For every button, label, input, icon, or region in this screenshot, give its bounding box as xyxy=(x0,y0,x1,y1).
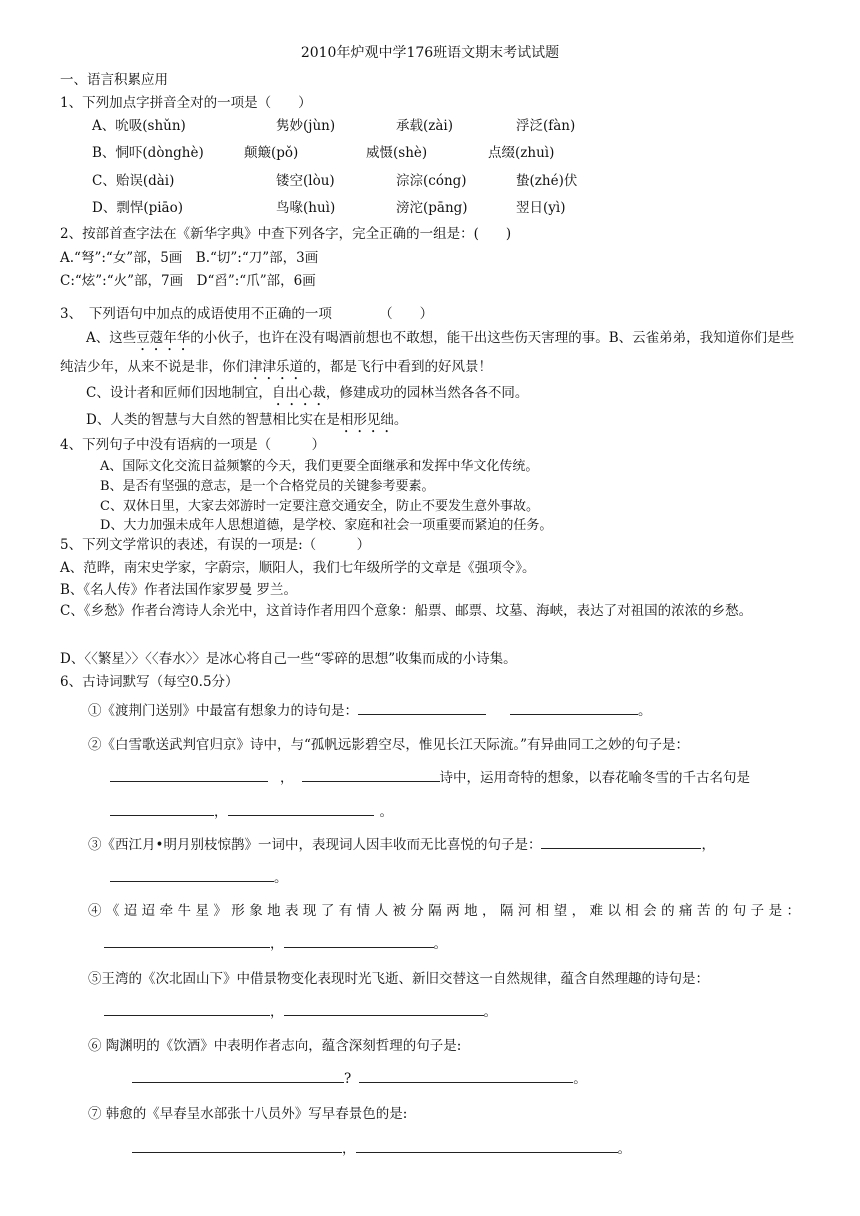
q4-option-c: C、双休日里，大家去郊游时一定要注意交通安全，防止不要发生意外事故。 xyxy=(100,499,539,514)
q1-option-d-2: 鸟喙(huì) xyxy=(276,200,336,216)
q3-option-c xyxy=(86,381,528,409)
q1-option-b-1: B、恫吓(dònghè) xyxy=(92,145,204,161)
q6-item-2-end: 。 xyxy=(379,804,393,820)
q3-stem: 3、 下列语句中加点的成语使用不正确的一项 （ ） xyxy=(60,306,434,322)
q3-c-idiom: 自出心裁 xyxy=(271,385,326,401)
answer-blank-1a[interactable] xyxy=(358,700,486,715)
q1-option-a-3: 承载(zài) xyxy=(396,118,454,134)
q6-item-3 xyxy=(88,833,715,853)
q3-a-idiom: 豆蔻年华 xyxy=(136,330,191,346)
q1-option-b-4: 点缀(zhuì) xyxy=(488,145,555,161)
q6-item-4-line-2 xyxy=(104,932,447,952)
q3-a-text-2: 的小伙子，也许在没有喝酒前想也不敢想，能干出这些伤天害理的事。B、云雀弟弟，我知道你们是些纯洁少年，从来不说是非，你们 xyxy=(60,330,795,375)
q6-stem: 6、古诗词默写（每空0.5分） xyxy=(60,674,239,690)
q6-item-2-mid: 诗中，运用奇特的想象，以春花喻冬雪的千古名句是 xyxy=(439,770,750,786)
q3-c-text-2: ，修建成功的园林当然各各不同。 xyxy=(325,385,529,401)
q1-option-b-2: 颠簸(pǒ) xyxy=(244,145,299,161)
q6-item-1 xyxy=(88,699,652,719)
q6-item-5-end: 。 xyxy=(483,1004,497,1020)
answer-blank-7b[interactable] xyxy=(356,1138,618,1153)
q4-option-d: D、大力加强未成年人思想道德，是学校、家庭和社会一项重要而紧迫的任务。 xyxy=(100,518,553,533)
exam-title: 2010年炉观中学176班语文期末考试试题 xyxy=(300,45,560,61)
q6-item-1-text: ①《渡荆门送别》中最富有想象力的诗句是： xyxy=(88,703,358,719)
q6-item-6-question-mark: ? xyxy=(344,1071,352,1087)
q1-option-d-4: 翌日(yì) xyxy=(516,200,566,216)
q3-option-a xyxy=(60,325,802,383)
q1-option-c-3: 淙淙(cóng) xyxy=(396,173,467,189)
answer-blank-2d[interactable] xyxy=(228,801,374,816)
q6-item-1-end: 。 xyxy=(638,703,652,719)
q1-option-b-3: 威慑(shè) xyxy=(366,145,428,161)
answer-blank-6a[interactable] xyxy=(132,1068,344,1083)
answer-blank-4a[interactable] xyxy=(104,933,270,948)
q6-item-6-end: 。 xyxy=(573,1071,587,1087)
answer-blank-2a[interactable] xyxy=(110,767,268,782)
q1-option-a-1: A、吮吸(shǔn) xyxy=(92,118,186,134)
q1-option-c-1: C、贻误(dài) xyxy=(92,173,175,189)
q1-option-a-2: 隽妙(jùn) xyxy=(276,118,336,134)
q2-options-cd: C:“炫”:“火”部，7画 D“舀”:“爪”部，6画 xyxy=(60,273,316,289)
q6-item-3-comma: ， xyxy=(701,837,715,853)
q3-d-idiom: 相形见绌 xyxy=(339,412,394,428)
answer-blank-5b[interactable] xyxy=(284,1001,484,1016)
q1-option-c-2: 镂空(lòu) xyxy=(276,173,335,189)
q1-stem: 1、下列加点字拼音全对的一项是（ ） xyxy=(60,95,312,111)
q5-option-b: B、《名人传》作者法国作家罗曼 罗兰。 xyxy=(60,582,297,598)
q3-d-text-2: 。 xyxy=(393,412,408,428)
q4-option-a: A、国际文化交流日益频繁的今天，我们更要全面继承和发挥中华文化传统。 xyxy=(100,459,539,474)
q6-item-3-text: ③《西江月•明月别枝惊鹊》一词中，表现词人因丰收而无比喜悦的句子是： xyxy=(88,837,542,853)
q2-options-ab: A.“弩”:“女”部，5画 B.“切”:“刀”部，3画 xyxy=(60,250,319,266)
section-heading: 一、语言积累应用 xyxy=(60,72,168,88)
q6-item-4: ④《迢迢牵牛星》形象地表现了有情人被分隔两地，隔河相望，难以相会的痛苦的句子是： xyxy=(88,903,800,919)
q6-item-7: ⑦ 韩愈的《早春呈水部张十八员外》写早春景色的是: xyxy=(88,1106,408,1122)
answer-blank-3a[interactable] xyxy=(541,834,701,849)
q1-option-a-4: 浮泛(fàn) xyxy=(516,118,576,134)
q3-d-text: D、人类的智慧与大自然的智慧相比实在是 xyxy=(86,412,340,428)
q3-c-text: C、设计者和匠师们因地制宜， xyxy=(86,385,272,401)
answer-blank-1b[interactable] xyxy=(510,700,638,715)
q6-item-3-end: 。 xyxy=(274,870,288,886)
answer-blank-6b[interactable] xyxy=(359,1068,573,1083)
q3-b-idiom: 津津乐道 xyxy=(249,359,303,375)
q6-item-2-line-2 xyxy=(110,766,750,786)
q1-option-d-1: D、剽悍(piāo) xyxy=(92,200,183,216)
q5-option-a: A、范晔，南宋史学家，字蔚宗，顺阳人，我们七年级所学的文章是《强项令》。 xyxy=(60,560,536,576)
q5-stem: 5、下列文学常识的表述，有误的一项是:（ ） xyxy=(60,537,371,553)
q6-item-2: ②《白雪歌送武判官归京》诗中，与“孤帆远影碧空尽，惟见长江天际流。”有异曲同工之妙的句子是： xyxy=(88,737,690,753)
q3-a-text: A、这些 xyxy=(86,330,137,346)
answer-blank-7a[interactable] xyxy=(132,1138,342,1153)
q4-option-b: B、是否有坚强的意志，是一个合格党员的关键参考要素。 xyxy=(100,479,435,494)
q4-stem: 4、下列句子中没有语病的一项是（ ） xyxy=(60,437,326,453)
q6-item-5: ⑤王湾的《次北固山下》中借景物变化表现时光飞逝、新旧交替这一自然规律，蕴含自然理趣的诗句是： xyxy=(88,971,709,987)
q1-option-d-3: 滂沱(pāng) xyxy=(396,200,468,216)
q6-item-2-comma: ， xyxy=(280,770,294,786)
q6-item-5-line-2 xyxy=(104,1000,497,1020)
q6-item-6-line-2 xyxy=(132,1067,587,1087)
q6-item-5-comma: ， xyxy=(270,1004,284,1020)
q6-item-4-comma: ， xyxy=(270,936,284,952)
q5-option-c: C、《乡愁》作者台湾诗人余光中，这首诗作者用四个意象：船票、邮票、坟墓、海峡，表达了对祖国的浓浓的乡愁。 xyxy=(60,603,753,619)
q3-option-d xyxy=(86,408,407,436)
q6-item-2-line-3: ， 。 xyxy=(110,800,393,820)
q6-item-7-end: 。 xyxy=(617,1141,631,1157)
answer-blank-2b[interactable] xyxy=(302,767,440,782)
q6-item-6: ⑥ 陶渊明的《饮酒》中表明作者志向，蕴含深刻哲理的句子是: xyxy=(88,1038,462,1054)
q6-item-4-end: 。 xyxy=(433,936,447,952)
answer-blank-4b[interactable] xyxy=(284,933,434,948)
q6-item-3-line-2 xyxy=(110,866,288,886)
q6-item-7-line-2 xyxy=(132,1137,631,1157)
q3-b-text: 的，都是飞行中看到的好风景！ xyxy=(303,359,492,375)
q2-stem: 2、按部首查字法在《新华字典》中查下列各字，完全正确的一组是：( ) xyxy=(60,226,512,242)
answer-blank-5a[interactable] xyxy=(104,1001,270,1016)
q1-option-c-4: 蛰(zhé)伏 xyxy=(516,173,578,189)
q6-item-7-comma: ， xyxy=(342,1141,356,1157)
q5-option-d: D、〈〈繁星〉〉〈〈春水〉〉是冰心将自己一些“零碎的思想”收集而成的小诗集。 xyxy=(60,651,517,667)
answer-blank-3b[interactable] xyxy=(110,867,274,882)
answer-blank-2c[interactable] xyxy=(110,801,214,816)
